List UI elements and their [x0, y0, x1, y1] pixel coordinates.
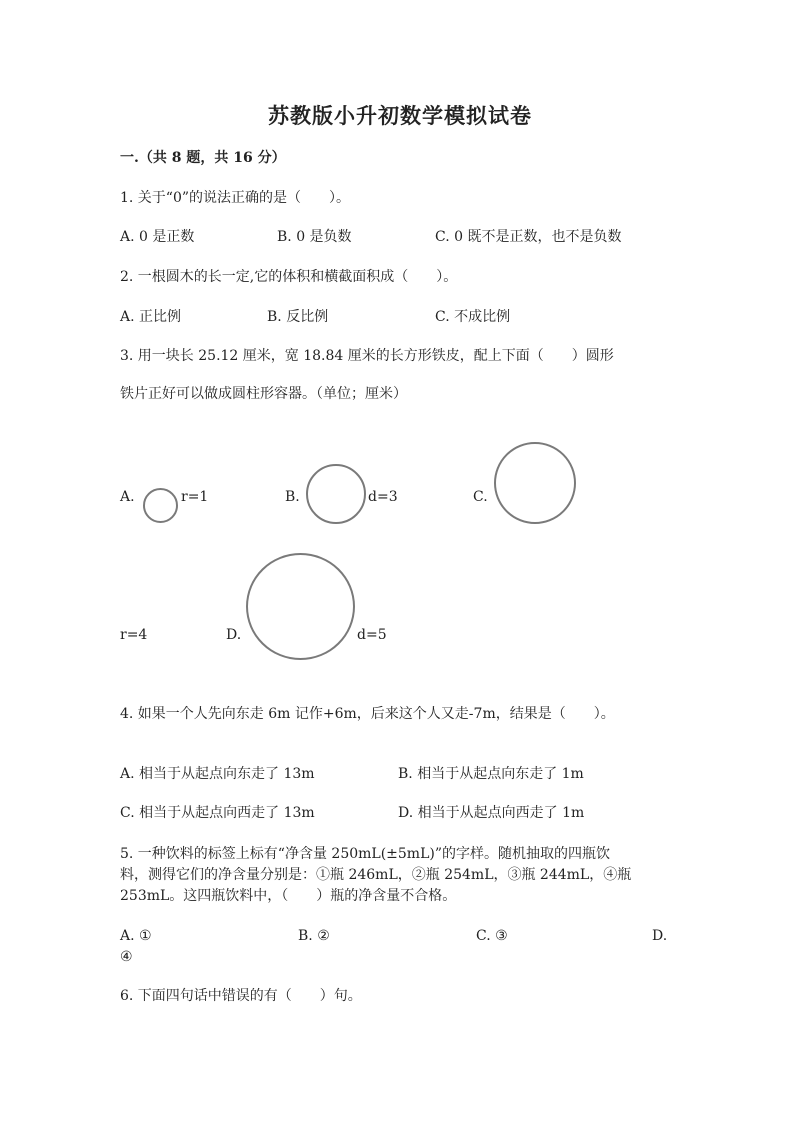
- question-2-option-a[interactable]: A. 正比例: [120, 309, 182, 325]
- question-2-option-b[interactable]: B. 反比例: [267, 309, 329, 325]
- question-5-option-d-label[interactable]: D.: [652, 928, 668, 944]
- question-4-option-d[interactable]: D. 相当于从起点向西走了 1m: [398, 805, 585, 821]
- question-5-option-a[interactable]: A. ①: [120, 928, 152, 944]
- question-5-option-b[interactable]: B. ②: [298, 928, 330, 944]
- question-3-option-b-label[interactable]: B.: [285, 489, 300, 505]
- question-5-option-c[interactable]: C. ③: [476, 928, 508, 944]
- question-3-stem-line2: 铁片正好可以做成圆柱形容器。（单位；厘米）: [120, 386, 407, 402]
- question-4-stem: 4. 如果一个人先向东走 6m 记作+6m，后来这个人又走-7m，结果是（ ）。: [120, 706, 615, 722]
- question-3-option-d-note: d=5: [357, 627, 387, 643]
- question-1-stem: 1. 关于“0”的说法正确的是（ ）。: [120, 190, 351, 206]
- page-title: 苏教版小升初数学模拟试卷: [268, 103, 532, 128]
- question-2-option-c[interactable]: C. 不成比例: [435, 309, 511, 325]
- question-4-option-a[interactable]: A. 相当于从起点向东走了 13m: [120, 766, 315, 782]
- question-5-stem-line1: 5. 一种饮料的标签上标有“净含量 250mL(±5mL)”的字样。随机抽取的四瓶饮: [120, 846, 610, 862]
- question-6-stem: 6. 下面四句话中错误的有（ ）句。: [120, 988, 362, 1004]
- question-1-option-c[interactable]: C. 0 既不是正数，也不是负数: [435, 229, 622, 245]
- question-1-option-b[interactable]: B. 0 是负数: [277, 229, 352, 245]
- question-3-option-c-label[interactable]: C.: [473, 489, 488, 505]
- question-3-option-a-label[interactable]: A.: [120, 489, 135, 505]
- question-4-option-c[interactable]: C. 相当于从起点向西走了 13m: [120, 805, 315, 821]
- question-1-option-a[interactable]: A. 0 是正数: [120, 229, 195, 245]
- question-2-stem: 2. 一根圆木的长一定,它的体积和横截面积成（ ）。: [120, 269, 458, 285]
- circle-d-figure: [246, 553, 355, 660]
- circle-a-figure: [143, 488, 178, 523]
- question-3-option-a-note: r=1: [181, 489, 209, 505]
- circle-c-figure: [494, 442, 576, 524]
- section-heading: 一.（共 8 题，共 16 分）: [120, 150, 286, 166]
- question-3-option-b-note: d=3: [368, 489, 398, 505]
- question-5-stem-line3: 253mL。这四瓶饮料中，（ ）瓶的净含量不合格。: [120, 888, 457, 904]
- question-3-stem-line1: 3. 用一块长 25.12 厘米，宽 18.84 厘米的长方形铁皮，配上下面（ ）圆形: [120, 348, 614, 364]
- question-3-option-d-label[interactable]: D.: [226, 627, 242, 643]
- question-5-option-d-value[interactable]: ④: [120, 949, 133, 965]
- question-5-stem-line2: 料，测得它们的净含量分别是：①瓶 246mL，②瓶 254mL，③瓶 244mL，④瓶: [120, 867, 632, 883]
- question-4-option-b[interactable]: B. 相当于从起点向东走了 1m: [398, 766, 584, 782]
- circle-b-figure: [306, 464, 366, 524]
- question-3-option-c-note: r=4: [120, 627, 148, 643]
